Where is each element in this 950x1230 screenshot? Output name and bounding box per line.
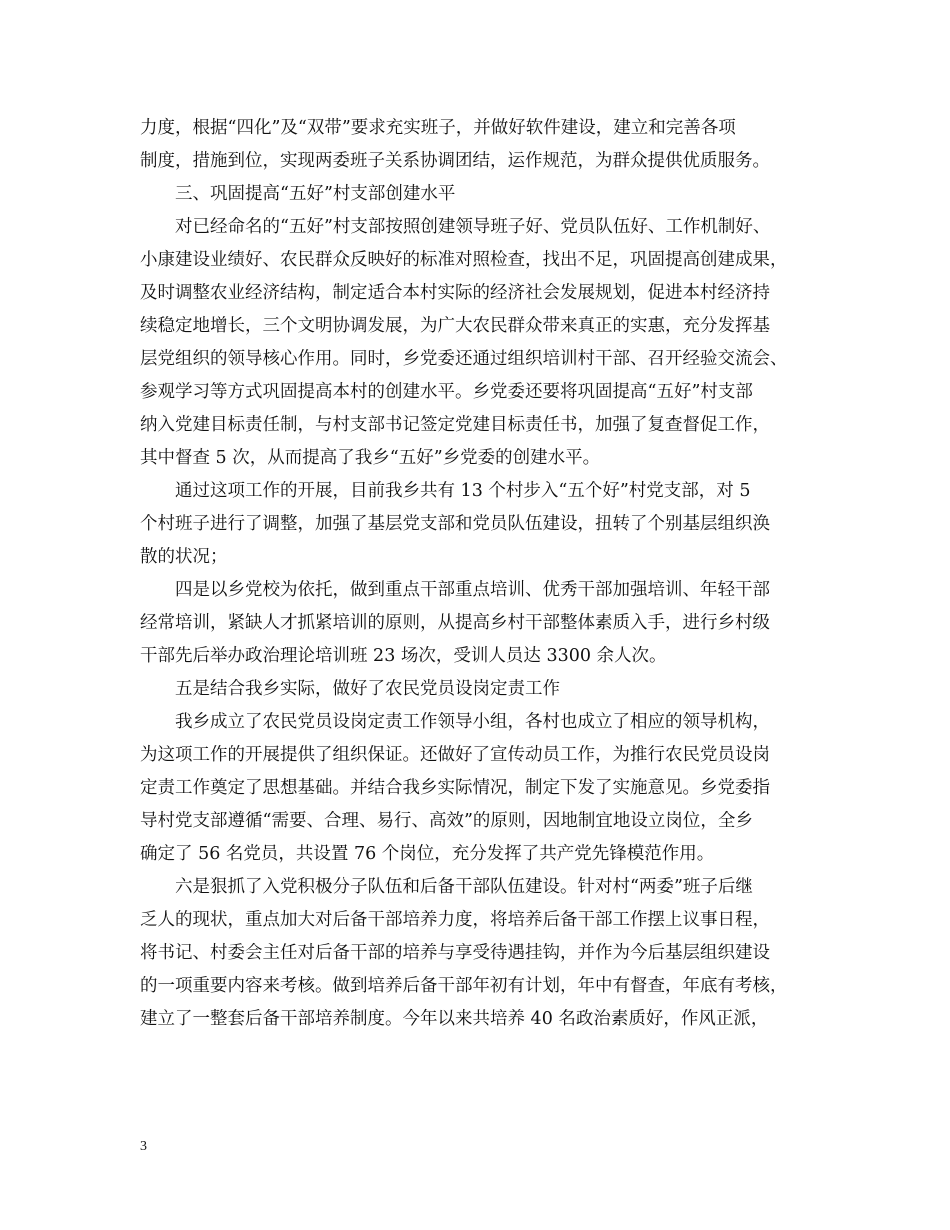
text-line: 四是以乡党校为依托，做到重点干部重点培训、优秀干部加强培训、年轻干部 [175, 580, 770, 600]
section-heading: 五是结合我乡实际，做好了农民党员设岗定责工作 [175, 679, 560, 699]
text-line: 小康建设业绩好、农民群众反映好的标准对照检查，找出不足，巩固提高创建成果， [140, 250, 788, 270]
text-line: 确定了 56 名党员，共设置 76 个岗位，充分发挥了共产党先锋模范作用。 [140, 844, 715, 864]
text-line: 为这项工作的开展提供了组织保证。还做好了宣传动员工作，为推行农民党员设岗 [140, 745, 770, 765]
text-line: 导村党支部遵循“需要、合理、易行、高效”的原则，因地制宜地设立岗位，全乡 [140, 811, 753, 831]
text-line: 层党组织的领导核心作用。同时，乡党委还通过组织培训村干部、召开经验交流会、 [140, 349, 788, 369]
text-line: 制度，措施到位，实现两委班子关系协调团结，运作规范，为群众提供优质服务。 [140, 151, 770, 171]
text-line: 个村班子进行了调整，加强了基层党支部和党员队伍建设，扭转了个别基层组织涣 [140, 514, 770, 534]
text-line: 建立了一整套后备干部培养制度。今年以来共培养 40 名政治素质好，作风正派， [140, 1009, 769, 1029]
text-line: 其中督查 5 次，从而提高了我乡“五好”乡党委的创建水平。 [140, 448, 601, 468]
text-line: 散的状况； [140, 547, 228, 567]
text-line: 对已经命名的“五好”村支部按照创建领导班子好、党员队伍好、工作机制好、 [175, 217, 771, 237]
text-line: 干部先后举办政治理论培训班 23 场次，受训人员达 3300 余人次。 [140, 646, 667, 666]
text-line: 定责工作奠定了思想基础。并结合我乡实际情况，制定下发了实施意见。乡党委指 [140, 778, 770, 798]
text-line: 续稳定地增长，三个文明协调发展，为广大农民群众带来真正的实惠，充分发挥基 [140, 316, 770, 336]
text-line: 我乡成立了农民党员设岗定责工作领导小组，各村也成立了相应的领导机构， [175, 712, 770, 732]
text-line: 参观学习等方式巩固提高本村的创建水平。乡党委还要将巩固提高“五好”村支部 [140, 382, 753, 402]
text-line: 乏人的现状，重点加大对后备干部培养力度，将培养后备干部工作摆上议事日程， [140, 910, 770, 930]
text-line: 及时调整农业经济结构，制定适合本村实际的经济社会发展规划，促进本村经济持 [140, 283, 770, 303]
text-line: 将书记、村委会主任对后备干部的培养与享受待遇挂钩，并作为今后基层组织建设 [140, 943, 770, 963]
section-heading: 三、巩固提高“五好”村支部创建水平 [175, 184, 456, 204]
text-line: 六是狠抓了入党积极分子队伍和后备干部队伍建设。针对村“两委”班子后继 [175, 877, 753, 897]
body-text [140, 112, 820, 1036]
page-number: 3 [140, 1139, 147, 1154]
text-line: 力度，根据“四化”及“双带”要求充实班子，并做好软件建设，建立和完善各项 [140, 118, 736, 138]
text-line: 经常培训，紧缺人才抓紧培训的原则，从提高乡村干部整体素质入手，进行乡村级 [140, 613, 770, 633]
text-line: 纳入党建目标责任制，与村支部书记签定党建目标责任书，加强了复查督促工作， [140, 415, 770, 435]
text-line: 的一项重要内容来考核。做到培养后备干部年初有计划，年中有督查，年底有考核， [140, 976, 788, 996]
text-line: 通过这项工作的开展，目前我乡共有 13 个村步入“五个好”村党支部，对 5 [175, 481, 751, 501]
